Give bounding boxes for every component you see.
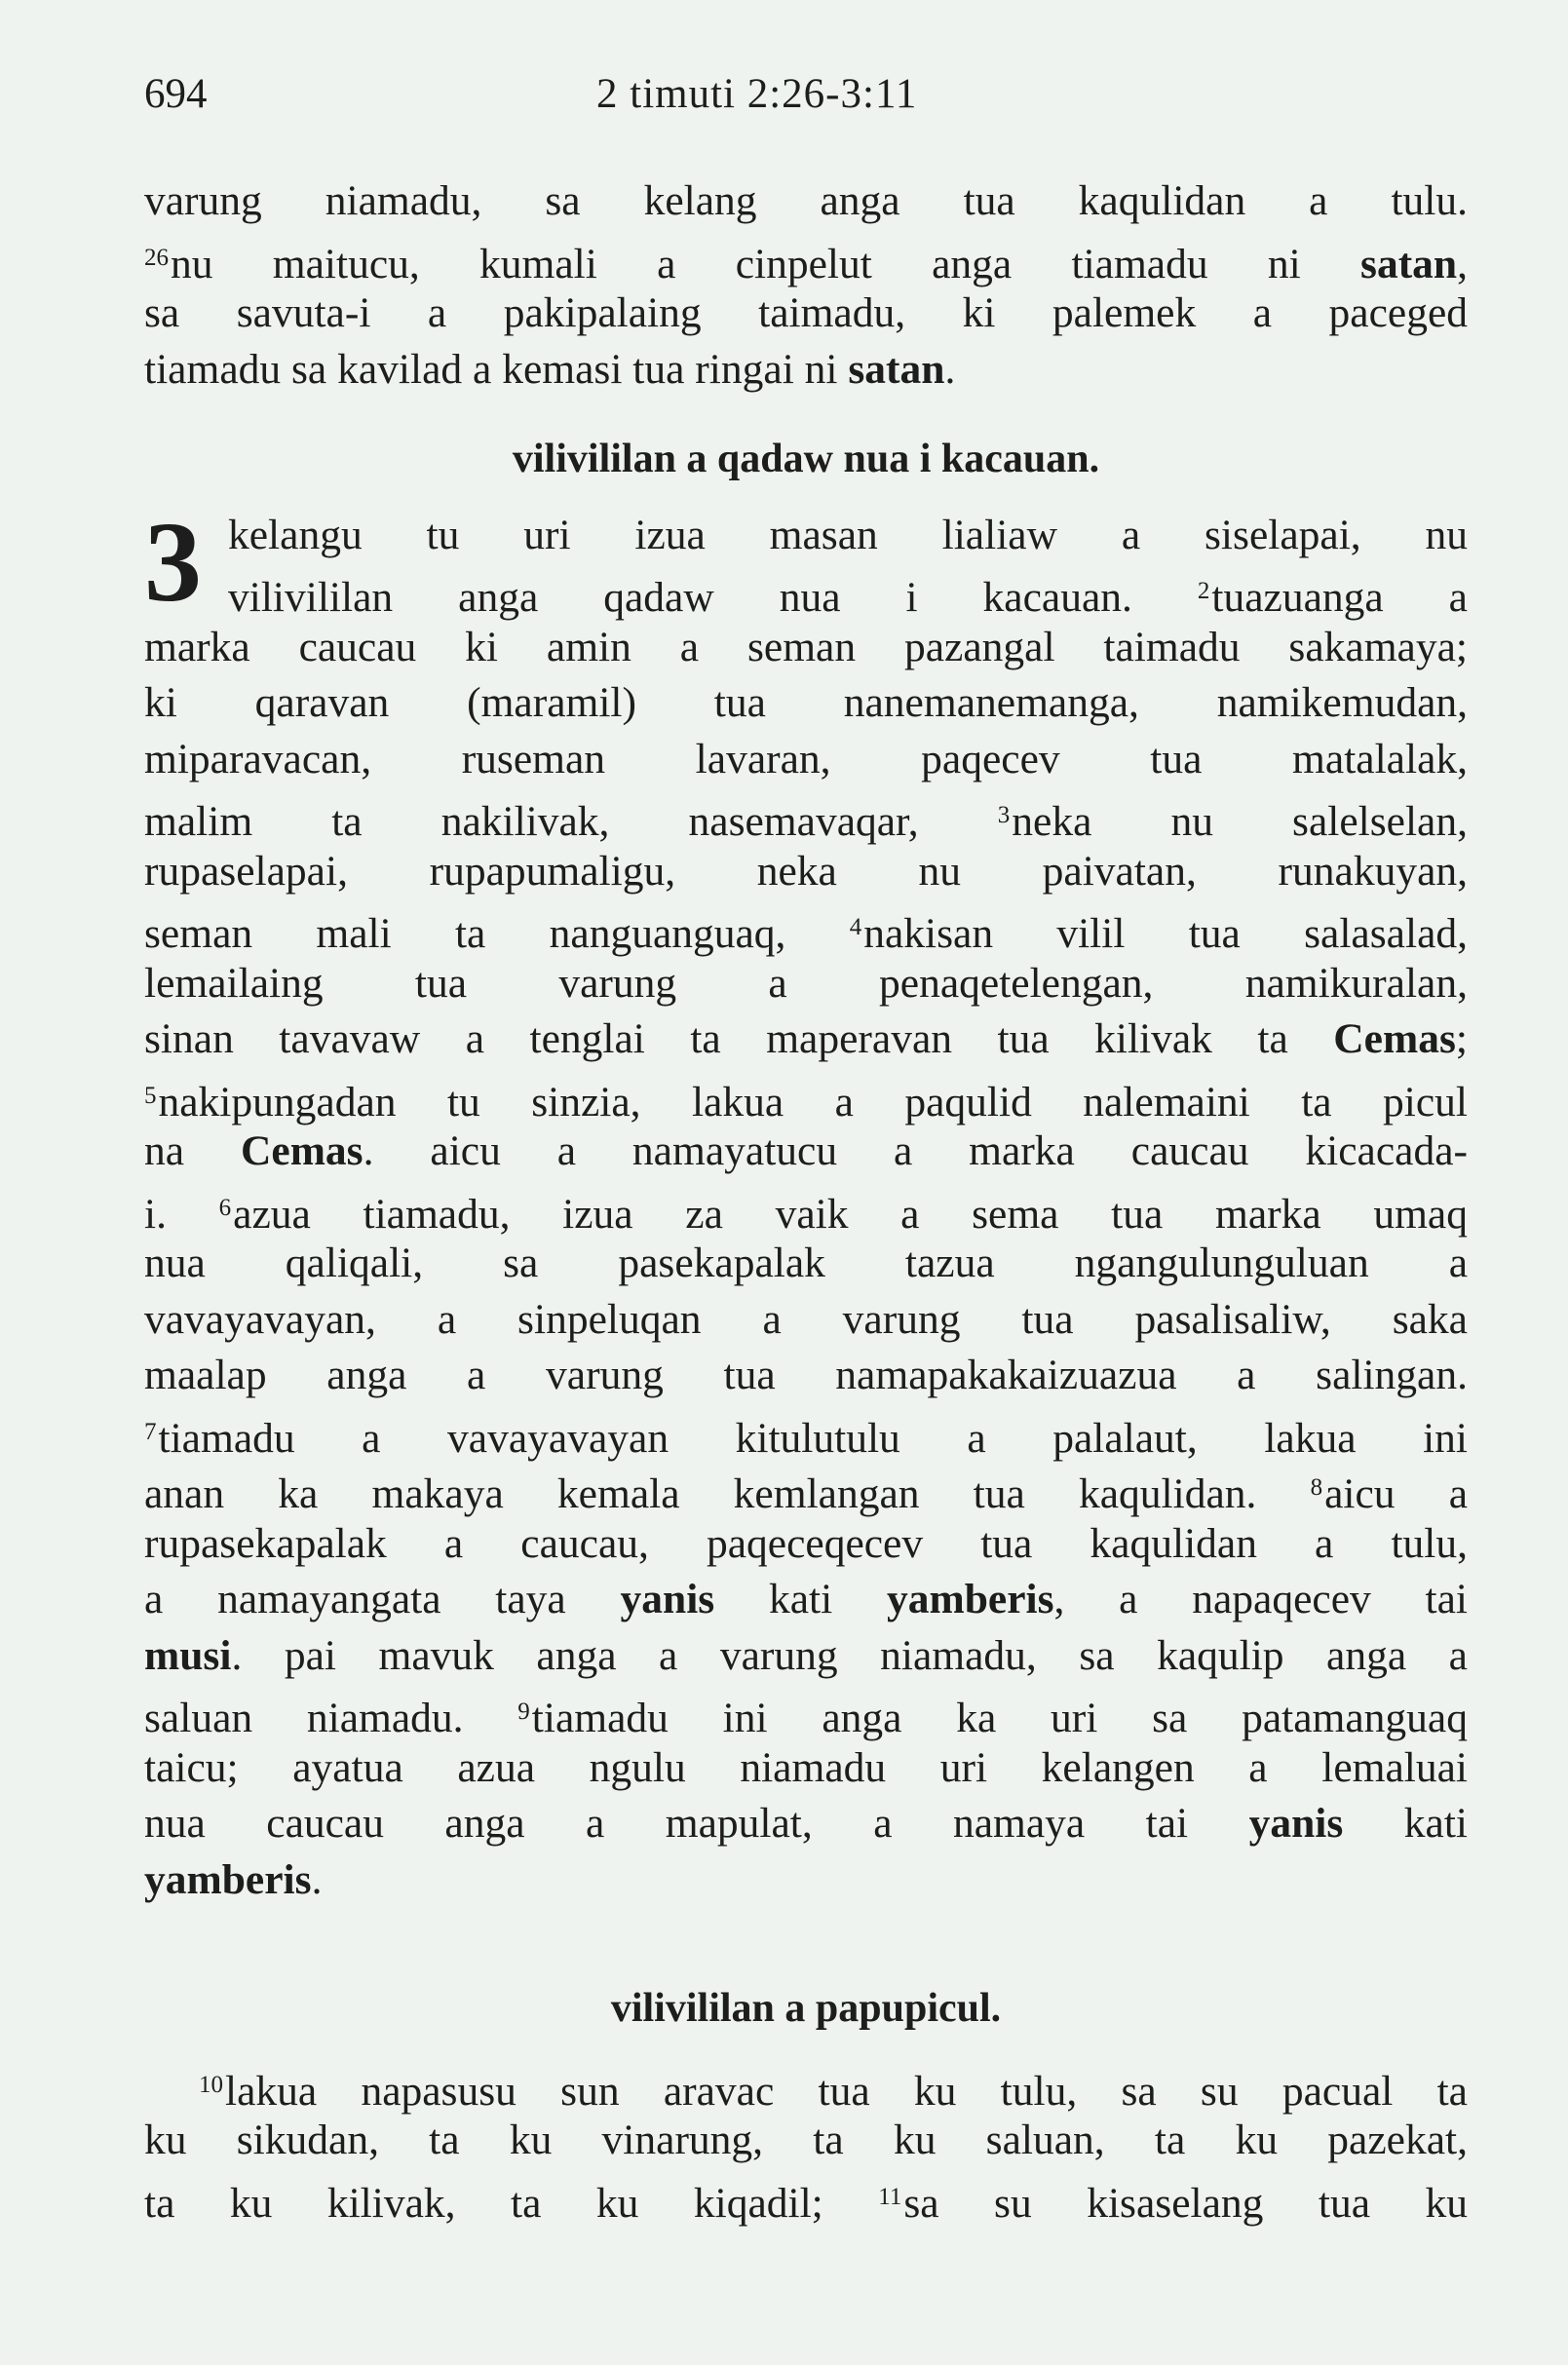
bold-name: yanis: [1248, 1800, 1344, 1847]
verse-number: 2: [1197, 578, 1210, 604]
bold-name: yamberis: [144, 1855, 312, 1903]
text-line: kelangu tu uri izua masan lialiaw a siselapai, nu: [228, 511, 1468, 558]
bold-name: satan: [1360, 240, 1458, 287]
text-line: ta ku kilivak, ta ku kiqadil; $^{11}$sa su kisaselang tua ku: [144, 2179, 1468, 2227]
text-line: $^{10}$lakua napasusu sun aravac tua ku tulu, sa su pacual ta: [199, 2067, 1468, 2115]
text-line: ku sikudan, ta ku vinarung, ta ku saluan, ta ku pazekat,: [144, 2117, 1468, 2163]
bold-name: musi: [144, 1631, 232, 1679]
text-line: a namayangata taya yanis kati yamberis, a napaqecev tai: [144, 1576, 1469, 1622]
text-line: musi. pai mavuk anga a varung niamadu, sa kaqulip anga a: [144, 1631, 1468, 1679]
text-line: $^7$tiamadu a vavayavayan kitulutulu a palalaut, lakua ini: [144, 1414, 1468, 1462]
text-line: tiamadu sa kavilad a kemasi tua ringai ni satan.: [144, 345, 956, 393]
text-line: vilivililan anga qadaw nua i kacauan. $^2$tuazuanga a: [228, 574, 1468, 621]
text-line: rupasekapalak a caucau, paqeceqecev tua kaqulidan a tulu,: [144, 1519, 1468, 1567]
running-head: 2 timuti 2:26-3:11: [596, 71, 918, 117]
text-line: seman mali ta nanguanguaq, $^4$nakisan vilil tua salasalad,: [144, 910, 1468, 957]
verse-number: 6: [218, 1194, 232, 1221]
verse-number: 26: [144, 244, 169, 271]
verse-number: 11: [878, 2183, 902, 2210]
text-line: varung niamadu, sa kelang anga tua kaqulidan a tulu.: [144, 177, 1468, 224]
page-header: [144, 70, 1468, 138]
verse-number: 8: [1310, 1474, 1323, 1501]
text-line: vavayavayan, a sinpeluqan a varung tua pasalisaliw, saka: [144, 1295, 1468, 1343]
section-heading: vilivililan a qadaw nua i kacauan.: [512, 437, 1100, 481]
verse-number: 4: [849, 914, 862, 940]
text-line: nua caucau anga a mapulat, a namaya tai yanis kati: [144, 1800, 1469, 1847]
page-number: 694: [144, 71, 208, 117]
text-line: $^{26}$nu maitucu, kumali a cinpelut anga tiamadu ni satan,: [144, 240, 1468, 287]
text-line: anan ka makaya kemala kemlangan tua kaqulidan. $^8$aicu a: [144, 1470, 1468, 1517]
bold-name: yamberis: [886, 1576, 1054, 1622]
text-line: miparavacan, ruseman lavaran, paqecev tua matalalak,: [144, 735, 1468, 782]
verse-number: 3: [997, 802, 1011, 828]
bold-name: satan: [848, 345, 945, 393]
verse-number: 5: [144, 1082, 157, 1109]
text-line: maalap anga a varung tua namapakakaizuazua a salingan.: [144, 1352, 1468, 1398]
text-line: i. $^6$azua tiamadu, izua za vaik a sema tua marka umaq: [144, 1190, 1468, 1238]
text-line: marka caucau ki amin a seman pazangal taimadu sakamaya;: [144, 623, 1468, 670]
bold-name: Cemas: [1333, 1015, 1456, 1062]
body-text: [144, 173, 1468, 2225]
text-line: malim ta nakilivak, nasemavaqar, $^3$neka nu salelselan,: [144, 798, 1468, 845]
text-line: sinan tavavaw a tenglai ta maperavan tua kilivak ta Cemas;: [144, 1015, 1468, 1062]
text-line: taicu; ayatua azua ngulu niamadu uri kelangen a lemaluai: [144, 1743, 1468, 1791]
verse-number: 10: [199, 2071, 223, 2098]
text-line: $^5$nakipungadan tu sinzia, lakua a paqulid nalemaini ta picul: [144, 1078, 1468, 1125]
text-line: saluan niamadu. $^9$tiamadu ini anga ka uri sa patamanguaq: [144, 1695, 1468, 1741]
verse-number: 9: [517, 1698, 530, 1725]
text-line: lemailaing tua varung a penaqetelengan, namikuralan,: [144, 959, 1468, 1007]
section-heading: vilivililan a papupicul.: [610, 1986, 1002, 2031]
bold-name: Cemas: [240, 1127, 363, 1174]
bold-name: yanis: [620, 1576, 715, 1622]
chapter-number: 3: [144, 497, 202, 626]
text-line: nua qaliqali, sa pasekapalak tazua ngangulunguluan a: [144, 1240, 1468, 1286]
text-line: rupaselapai, rupapumaligu, neka nu paivatan, runakuyan,: [144, 847, 1468, 895]
text-line: sa savuta-i a pakipalaing taimadu, ki palemek a paceged: [144, 289, 1468, 336]
text-line: na Cemas. aicu a namayatucu a marka caucau kicacada-: [144, 1127, 1468, 1174]
chapter-start: [144, 497, 1468, 626]
text-line: yamberis.: [144, 1855, 323, 1903]
verse-number: 7: [144, 1418, 157, 1445]
text-line: ki qaravan (maramil) tua nanemanemanga, namikemudan,: [144, 679, 1468, 726]
